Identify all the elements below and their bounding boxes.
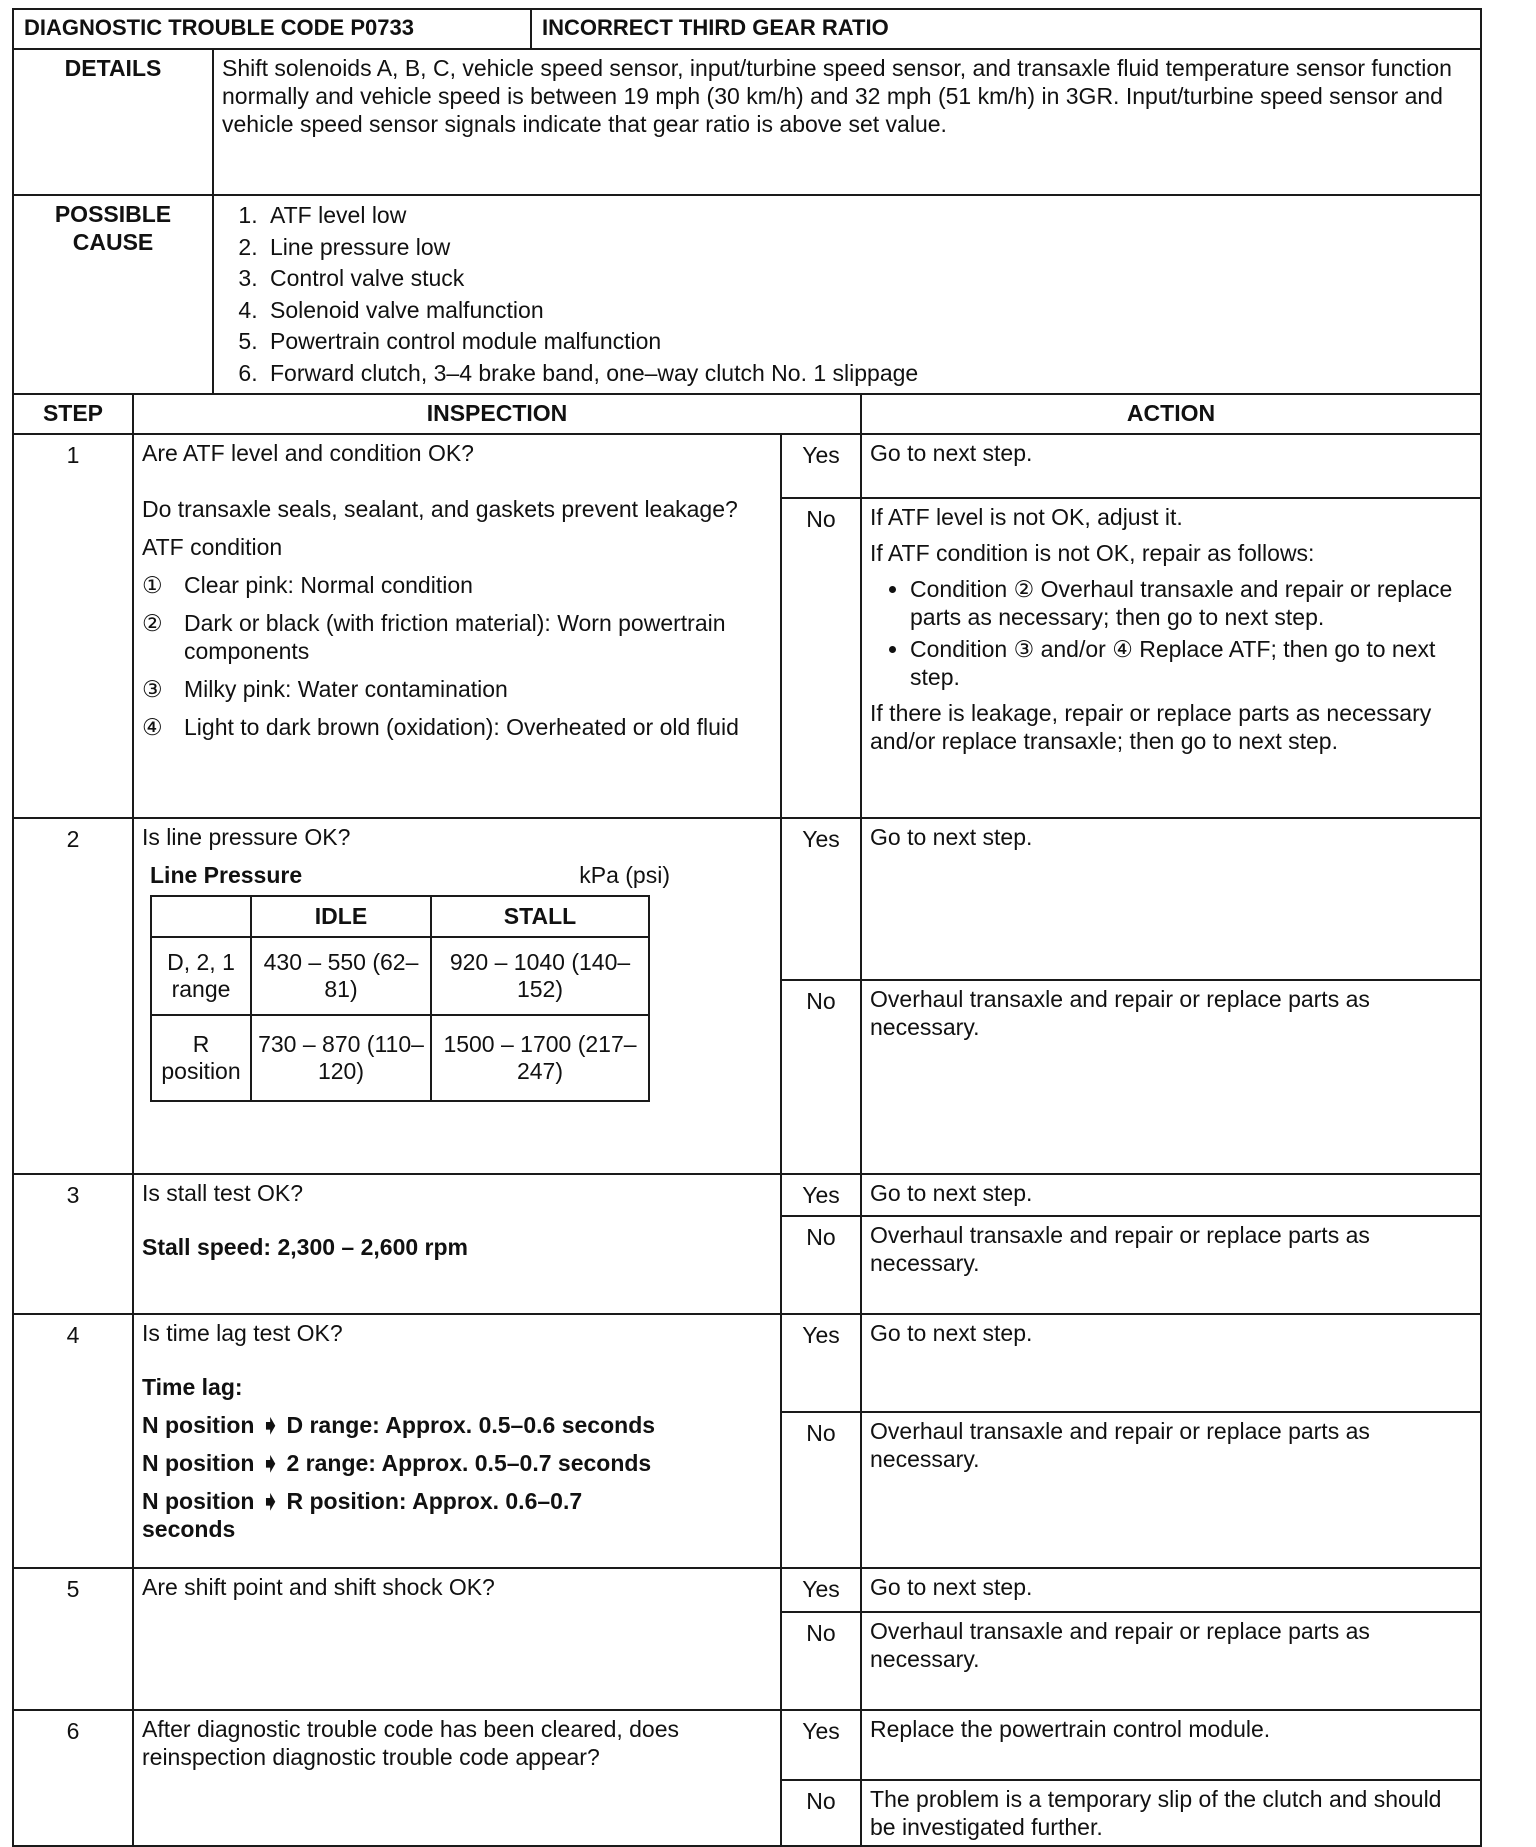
trouble-code-title: DIAGNOSTIC TROUBLE CODE P0733: [13, 9, 531, 49]
yes-action: Go to next step.: [861, 1568, 1481, 1612]
details-text: Shift solenoids A, B, C, vehicle speed sensor, input/turbine speed sensor, and transaxle fluid temperature sensor function normally and vehicle speed is between 19 mph (30 km/h) and 32 mph (51 km/h) in 3GR. Input/turbine speed sensor and vehicle speed sensor signals indicate that gear ratio is above set value.: [213, 49, 1481, 195]
no-label: No: [781, 1780, 861, 1846]
cause-item: 6. Forward clutch, 3–4 brake band, one–way clutch No. 1 slippage: [264, 358, 1472, 390]
lp-value-cell: 920 – 1040 (140–152): [431, 937, 649, 1015]
yes-action: Go to next step.: [861, 1314, 1481, 1412]
step-5-question: Are shift point and shift shock OK?: [133, 1568, 781, 1710]
no-action: Overhaul transaxle and repair or replace parts as necessary.: [861, 1412, 1481, 1568]
action-column-header: ACTION: [861, 394, 1481, 434]
line-pressure-unit: kPa (psi): [579, 862, 670, 888]
line-pressure-title-row: [150, 861, 670, 889]
yes-action: Replace the powertrain control module.: [861, 1710, 1481, 1780]
no-action: Overhaul transaxle and repair or replace parts as necessary.: [861, 980, 1481, 1174]
lp-range-cell: D, 2, 1 range: [151, 937, 251, 1015]
cause-item: 5. Powertrain control module malfunction: [264, 326, 1472, 358]
step-number: 2: [13, 818, 133, 1174]
steps-table: [12, 393, 1482, 1847]
step-2-question: Is line pressure OK?: [142, 824, 351, 850]
stall-speed-spec: Stall speed: 2,300 – 2,600 rpm: [142, 1234, 469, 1260]
no-action: Overhaul transaxle and repair or replace parts as necessary.: [861, 1216, 1481, 1314]
cause-item: 4. Solenoid valve malfunction: [264, 295, 1472, 327]
possible-cause-label: POSSIBLE CAUSE: [13, 195, 213, 394]
yes-action: Go to next step.: [861, 818, 1481, 980]
no-label: No: [781, 498, 861, 818]
atf-condition-item: ② Dark or black (with friction material): Worn powertrain components: [142, 610, 726, 664]
step-column-header: STEP: [13, 394, 133, 434]
step-2-inspection: [133, 818, 781, 1174]
header-table: [12, 8, 1482, 50]
condition-bullet: • Condition ② Overhaul transaxle and repair or replace parts as necessary; then go to next step.: [910, 575, 1472, 631]
atf-condition-item: ① Clear pink: Normal condition: [142, 572, 473, 598]
time-lag-row: N position ➧ D range: Approx. 0.5–0.6 seconds: [142, 1412, 656, 1438]
lp-value-cell: 730 – 870 (110–120): [251, 1015, 431, 1101]
no-label: No: [781, 1612, 861, 1710]
step-number: 1: [13, 434, 133, 818]
yes-action: Go to next step.: [861, 434, 1481, 498]
condition-bullet: • Condition ③ and/or ④ Replace ATF; then go to next step.: [910, 635, 1472, 691]
step-1-leak-question: Do transaxle seals, sealant, and gaskets prevent leakage?: [142, 496, 738, 522]
step-1-inspection: [133, 434, 781, 818]
step-1-no-action: [861, 498, 1481, 818]
no-action-text: If ATF condition is not OK, repair as follows:: [870, 540, 1315, 566]
step-number: 5: [13, 1568, 133, 1710]
step-number: 6: [13, 1710, 133, 1846]
trouble-code-description: INCORRECT THIRD GEAR RATIO: [531, 9, 1481, 49]
lp-value-cell: 1500 – 1700 (217–247): [431, 1015, 649, 1101]
no-label: No: [781, 1216, 861, 1314]
atf-condition-label: ATF condition: [142, 534, 283, 560]
lp-value-cell: 430 – 550 (62–81): [251, 937, 431, 1015]
time-lag-row: N position ➧ R position: Approx. 0.6–0.7 seconds: [142, 1488, 583, 1542]
lp-header-cell: IDLE: [251, 896, 431, 937]
details-table: [12, 48, 1482, 395]
inspection-column-header: INSPECTION: [133, 394, 861, 434]
cause-item: 3. Control valve stuck: [264, 263, 1472, 295]
no-action-text: If there is leakage, repair or replace parts as necessary and/or replace transaxle; then go to next step.: [870, 700, 1432, 754]
yes-label: Yes: [781, 1314, 861, 1412]
yes-action: Go to next step.: [861, 1174, 1481, 1216]
possible-cause-list: [222, 200, 1472, 389]
step-number: 3: [13, 1174, 133, 1314]
no-action: The problem is a temporary slip of the clutch and should be investigated further.: [861, 1780, 1481, 1846]
yes-label: Yes: [781, 818, 861, 980]
line-pressure-table: [150, 895, 650, 1102]
cause-item: 1. ATF level low: [264, 200, 1472, 232]
step-number: 4: [13, 1314, 133, 1568]
atf-condition-item: ④ Light to dark brown (oxidation): Overheated or old fluid: [142, 714, 739, 740]
possible-cause-cell: [213, 195, 1481, 394]
step-4-inspection: [133, 1314, 781, 1568]
yes-label: Yes: [781, 1568, 861, 1612]
condition-bullets: [870, 575, 1472, 691]
time-lag-label: Time lag:: [142, 1374, 243, 1400]
yes-label: Yes: [781, 434, 861, 498]
details-label: DETAILS: [13, 49, 213, 195]
no-label: No: [781, 980, 861, 1174]
line-pressure-title: Line Pressure: [150, 862, 303, 888]
yes-label: Yes: [781, 1174, 861, 1216]
no-action: Overhaul transaxle and repair or replace parts as necessary.: [861, 1612, 1481, 1710]
lp-range-cell: R position: [151, 1015, 251, 1101]
step-3-inspection: [133, 1174, 781, 1314]
no-label: No: [781, 1412, 861, 1568]
lp-header-cell: STALL: [431, 896, 649, 937]
diagnostic-document: [12, 8, 1482, 1847]
step-4-question: Is time lag test OK?: [142, 1320, 343, 1346]
step-6-question: After diagnostic trouble code has been cleared, does reinspection diagnostic trouble code appear?: [133, 1710, 781, 1846]
step-1-question: Are ATF level and condition OK?: [142, 440, 474, 466]
step-3-question: Is stall test OK?: [142, 1180, 304, 1206]
time-lag-row: N position ➧ 2 range: Approx. 0.5–0.7 seconds: [142, 1450, 652, 1476]
atf-condition-item: ③ Milky pink: Water contamination: [142, 676, 508, 702]
cause-item: 2. Line pressure low: [264, 232, 1472, 264]
lp-header-cell: [151, 896, 251, 937]
no-action-text: If ATF level is not OK, adjust it.: [870, 504, 1183, 530]
yes-label: Yes: [781, 1710, 861, 1780]
